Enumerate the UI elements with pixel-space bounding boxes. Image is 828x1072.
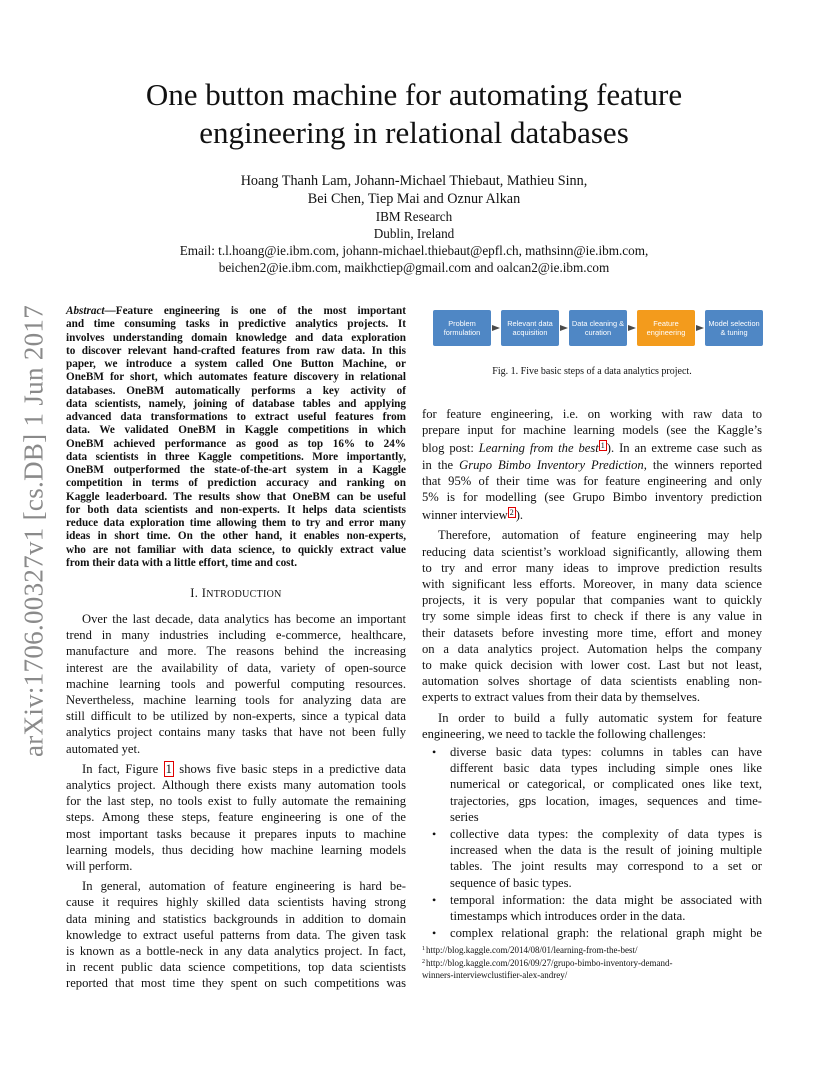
abstract-line: for both data scientists and non-experts. It helps data scientists	[66, 503, 406, 516]
text-line	[422, 505, 762, 523]
author-list	[66, 172, 762, 208]
section-heading-introduction	[66, 586, 406, 601]
affiliation-location: Dublin, Ireland	[373, 226, 455, 241]
abstract-line: competition in terms of prediction accuracy and ranking on	[66, 477, 406, 490]
text-line: to try and error many ideas to improve prediction results	[422, 560, 762, 575]
footnote-ref-link[interactable]: 2	[509, 508, 514, 518]
abstract-line: Kaggle leaderboard. The results show that OneBM can be useful	[66, 490, 406, 503]
footnotes	[422, 943, 762, 982]
text-line	[66, 761, 406, 777]
abstract-line: data. We validated OneBM in Kaggle competitions in which	[66, 424, 406, 437]
abstract-line: who are not familiar with data science, to quickly extract value	[66, 543, 406, 556]
text-line: experts to extract values from their data by themselves.	[422, 690, 701, 705]
text-line: Therefore, automation of feature engineering may help	[438, 528, 762, 543]
abstract-line: data scientists, namely, joining of database tables and applying	[66, 397, 406, 410]
footnote-url-link[interactable]: http://blog.kaggle.com/2014/08/01/learning-from-the-best/	[426, 945, 638, 955]
arxiv-identifier	[14, 296, 54, 766]
text-line: that 95% of their time was for feature engineering and only	[422, 473, 762, 488]
text-line: projects, it is very popular that companies want to quickly	[422, 593, 762, 608]
paragraph-therefore	[422, 527, 762, 705]
title-line: One button machine for automating feature	[145, 77, 683, 112]
left-column	[66, 305, 406, 992]
text-line	[66, 777, 406, 793]
competition-name: Grupo Bimbo Inventory Prediction	[459, 457, 644, 472]
abstract-line: databases. OneBM automatically performs a key activity of	[66, 384, 406, 397]
abstract-line: reduce data exploration time allowing them to try and error many	[66, 517, 406, 529]
list-item	[432, 826, 762, 891]
text-line: Nevertheless, machine learning tools for analyzing data are	[66, 693, 406, 708]
bullet-icon: •	[432, 827, 437, 842]
abstract-line: OneBM for short, which automates feature discovery in relational	[66, 371, 406, 384]
text-line: collective data types: the complexity of data types is	[450, 827, 762, 842]
affiliation-org: IBM Research	[375, 209, 453, 224]
text-line: knowledge to extract useful patterns from data. The given task	[66, 927, 406, 942]
text-line: automation solves shortage of data scientists enabling non-	[422, 674, 762, 689]
text-line: most important tasks because it prepares inputs to machine	[66, 826, 406, 841]
text-line: tables. The joint results may correspond to a set or	[450, 859, 762, 874]
footnote	[422, 943, 762, 956]
text-segment: winner interview	[422, 508, 508, 523]
bullet-icon: •	[432, 745, 437, 760]
challenges-list	[422, 744, 762, 941]
text-segment: , the winners reported	[643, 457, 762, 472]
text-line: learning models, thus deciding how machine learning models	[66, 842, 406, 857]
pipeline-step-model-selection: Model selection & tuning	[705, 310, 763, 346]
list-item	[432, 925, 762, 941]
abstract-line: and time consuming tasks in predictive analytics projects. It	[66, 318, 406, 331]
abstract-line: to discover relevant hand-crafted features from raw data. In this	[66, 344, 406, 357]
text-line: with significant less efforts. Moreover, in many data science	[422, 577, 762, 592]
text-line: for feature engineering, i.e. on working with raw data to	[422, 407, 762, 421]
pipeline-step-problem-formulation: Problem formulation	[433, 310, 491, 346]
text-line: In general, automation of feature engineering is hard be-	[82, 879, 406, 894]
paragraph-challenges-intro	[422, 710, 762, 742]
continued-paragraph	[422, 406, 762, 523]
text-line: to make quick decision with lower cost. Last but not least,	[422, 658, 762, 673]
bullet-icon: •	[432, 892, 437, 907]
abstract-line	[66, 305, 406, 318]
abstract-line: data scientists in three Kaggle competitions. More importantly,	[66, 450, 406, 463]
text-line: different basic data types including simple ones like	[450, 761, 762, 776]
text-line	[422, 457, 762, 473]
abstract-line: involves understanding domain knowledge and data exploration	[66, 331, 406, 344]
text-line: interest are the availability of data, variety of open-source	[66, 660, 406, 675]
arxiv-identifier-text: arXiv:1706.00327v1 [cs.DB] 1 Jun 2017	[18, 304, 49, 758]
text-segment: analytics project.	[66, 778, 156, 793]
intro-paragraph	[66, 611, 406, 757]
blog-post-title: Learning from the best	[478, 441, 599, 456]
footnote-ref-link[interactable]: 1	[600, 441, 605, 451]
author-line: Hoang Thanh Lam, Johann-Michael Thiebaut, Mathieu Sinn,	[240, 173, 588, 189]
text-line: in recent public data science competitions, top data scientists	[66, 960, 406, 975]
text-line: increased when the data is the result of joining multiple	[450, 843, 762, 858]
author-line: Bei Chen, Tiep Mai and Oznur Alkan	[307, 191, 521, 207]
text-line: data mining and statistics backgrounds in addition to domain	[66, 911, 406, 926]
intro-paragraph	[66, 878, 406, 991]
arrow-right-icon	[492, 325, 500, 331]
text-segment: Although there exists many automation tools	[161, 778, 406, 793]
figure-reference-link[interactable]: 1	[165, 761, 172, 776]
footnote-mark: 2	[422, 959, 425, 966]
footnote-url-link[interactable]: http://blog.kaggle.com/2016/09/27/grupo-bimbo-inventory-demand-	[426, 958, 673, 969]
affiliation	[66, 208, 762, 276]
pipeline-step-feature-engineering: Feature engineering	[637, 310, 695, 346]
abstract-line: ideas in short time. On the other hand, it enables non-experts,	[66, 530, 406, 543]
text-segment: ). In an extreme case such as	[606, 441, 762, 456]
list-item	[432, 744, 762, 825]
arrow-right-icon	[628, 325, 636, 331]
section-numeral: I.	[190, 586, 199, 600]
text-line: automated yet.	[66, 741, 141, 756]
right-column	[422, 406, 762, 943]
text-segment: In fact, Figure	[82, 761, 164, 776]
bullet-icon: •	[432, 926, 437, 941]
title-line: engineering in relational databases	[199, 115, 629, 150]
text-line: prepare input for machine learning models (see the Kaggle’s	[422, 423, 762, 438]
text-line: their datasets before investing more time, effort and money	[422, 625, 762, 640]
list-item	[432, 892, 762, 924]
text-line: complex relational graph: the relational graph might be	[450, 926, 762, 941]
abstract-line: OneBM achieved performance as good as top 16% to 24%	[66, 437, 406, 450]
text-segment: shows five basic steps in a predictive data	[173, 761, 406, 776]
figure-caption: Fig. 1. Five basic steps of a data analytics project.	[492, 366, 692, 377]
abstract-line: paper, we introduce a system called One Button Machine, or	[66, 358, 406, 370]
text-line: machine learning tools and powerful computing resources.	[66, 676, 406, 691]
abstract-line-text: —Feature engineering is one of the most important	[104, 305, 406, 317]
text-line: manufacture and more. The reasons behind the increasing	[66, 644, 406, 659]
text-line: for the last step, no tools exist to fully automate the remaining	[66, 794, 406, 809]
text-line: sequence of basic types.	[450, 875, 572, 890]
text-line: temporal information: the data might be associated with	[450, 892, 762, 907]
text-line: numerical or categorical, or complicated ones like text,	[450, 777, 762, 792]
section-title-initial: I	[201, 586, 207, 600]
text-line: reducing data scientist’s workload significantly, allowing them	[422, 544, 762, 559]
text-line: Over the last decade, data analytics has become an important	[82, 612, 406, 626]
intro-paragraph	[66, 761, 406, 874]
text-segment: ).	[515, 508, 524, 523]
footnote-continuation[interactable]: winners-interviewclustifier-alex-andrey/	[422, 970, 568, 981]
section-title-rest: NTRODUCTION	[206, 589, 282, 600]
text-line: timestamps which introduces order in the data.	[450, 909, 686, 924]
text-line: trajectories, gps location, images, sequences and time-	[450, 793, 762, 808]
footnote-mark: 1	[422, 946, 425, 952]
text-line: steps. Among these steps, feature engineering is one of the	[66, 810, 406, 825]
text-line: reported that most time they spent on such competitions was	[66, 976, 406, 991]
text-line: engineering, we need to tackle the following challenges:	[422, 726, 706, 741]
text-segment: blog post:	[422, 441, 479, 456]
text-line: In order to build a fully automatic system for feature	[438, 710, 762, 725]
arrow-right-icon	[560, 325, 568, 331]
pipeline-step-data-acquisition: Relevant data acquisition	[501, 310, 559, 346]
text-segment: in the	[422, 457, 460, 472]
footnote	[422, 956, 762, 969]
text-line: will perform.	[66, 859, 133, 874]
affiliation-email-line: Email: t.l.hoang@ie.ibm.com, johann-michael.thiebaut@epfl.ch, mathsinn@ie.ibm.com,	[179, 243, 649, 258]
abstract-line: OneBM outperformed the state-of-the-art system in a Kaggle	[66, 464, 406, 476]
text-line	[422, 438, 762, 456]
text-line: diverse basic data types: columns in tables can have	[450, 745, 762, 760]
text-line: 5% is for modelling (see Grupo Bimbo inventory prediction	[422, 490, 762, 505]
text-line: analytics project contains many tasks that have not been fully	[66, 725, 406, 740]
text-line: on a data analytics project. Automation helps the company	[422, 641, 762, 656]
text-line: cause it requires highly skilled data scientists having strong	[66, 895, 406, 910]
arrow-right-icon	[696, 325, 704, 331]
text-line: try some simple ideas first to check if there is any value in	[422, 609, 762, 624]
abstract-line: from their data with a little effort, time and cost.	[66, 556, 298, 569]
pipeline-step-data-cleaning: Data cleaning & curation	[569, 310, 627, 346]
paper-title	[66, 76, 762, 152]
abstract-label: Abstract	[66, 305, 105, 317]
figure-pipeline	[433, 310, 763, 346]
affiliation-email-line: beichen2@ie.ibm.com, maikhctiep@gmail.com and oalcan2@ie.ibm.com	[218, 260, 610, 275]
abstract-line: advanced data transformations to extract useful features from	[66, 411, 406, 423]
abstract	[66, 305, 406, 570]
text-line: is known as a bottle-neck in any data analytics project. In fact,	[66, 944, 406, 959]
text-line: trend in many industries including e-commerce, healthcare,	[66, 628, 406, 643]
text-line: series	[450, 809, 479, 824]
text-line: still difficult to be utilized by non-experts, since a typical data	[66, 709, 406, 724]
